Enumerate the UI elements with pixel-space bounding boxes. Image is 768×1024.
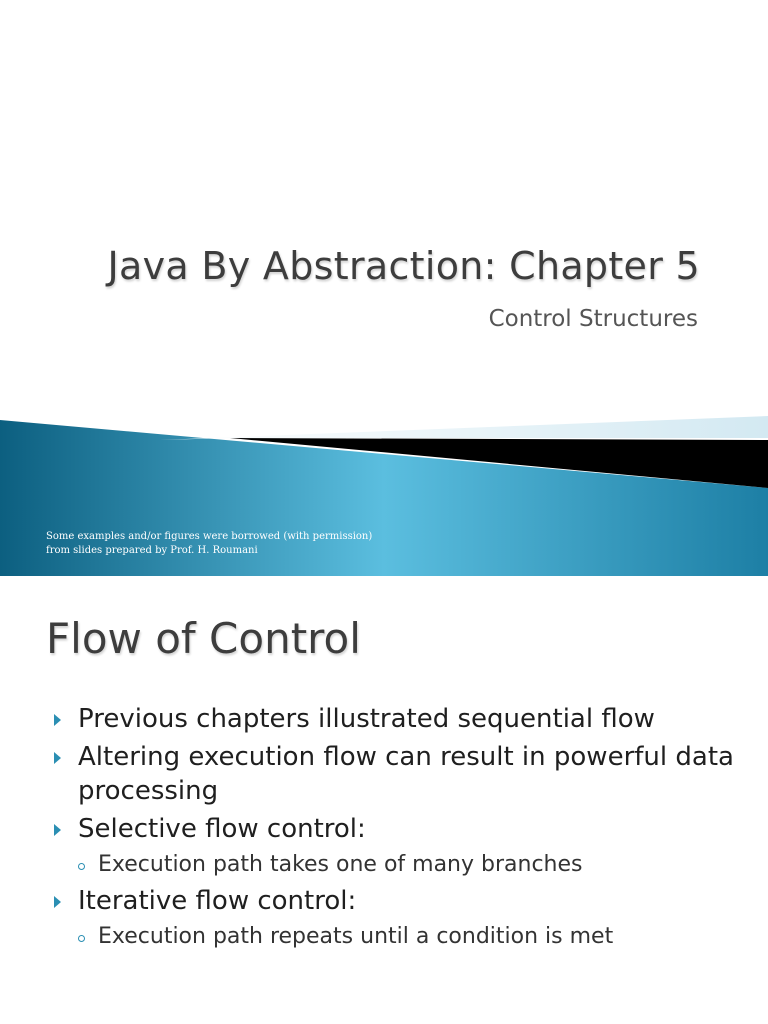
sub-bullet-text: Execution path repeats until a condition is met [98,924,614,949]
bullet-item [52,740,752,808]
content-slide [0,576,768,1024]
sub-bullet-item [52,922,752,952]
triangle-arrow-icon [54,896,61,908]
credit-line: from slides prepared by Prof. H. Roumani [46,545,258,556]
pale-strip-shape [160,416,768,440]
slide-subtitle: Control Structures [488,306,698,332]
bullet-text: Previous chapters illustrated sequential flow [78,704,655,734]
credit-line: Some examples and/or figures were borrowed (with permission) [46,531,373,542]
bullet-item [52,702,752,736]
bullet-text: Altering execution flow can result in powerful data processing [78,742,734,806]
slide-title: Flow of Control [46,614,361,663]
ring-icon [78,935,85,942]
slide-title: Java By Abstraction: Chapter 5 [107,244,700,288]
bullet-item [52,812,752,846]
sub-bullet-item [52,850,752,880]
bullet-text: Iterative flow control: [78,886,357,916]
triangle-arrow-icon [54,824,61,836]
credit-note [46,530,372,558]
bullet-list [52,702,752,956]
bullet-text: Selective flow control: [78,814,366,844]
triangle-arrow-icon [54,752,61,764]
bullet-item [52,884,752,918]
ring-icon [78,863,85,870]
triangle-arrow-icon [54,714,61,726]
sub-bullet-text: Execution path takes one of many branches [98,852,583,877]
